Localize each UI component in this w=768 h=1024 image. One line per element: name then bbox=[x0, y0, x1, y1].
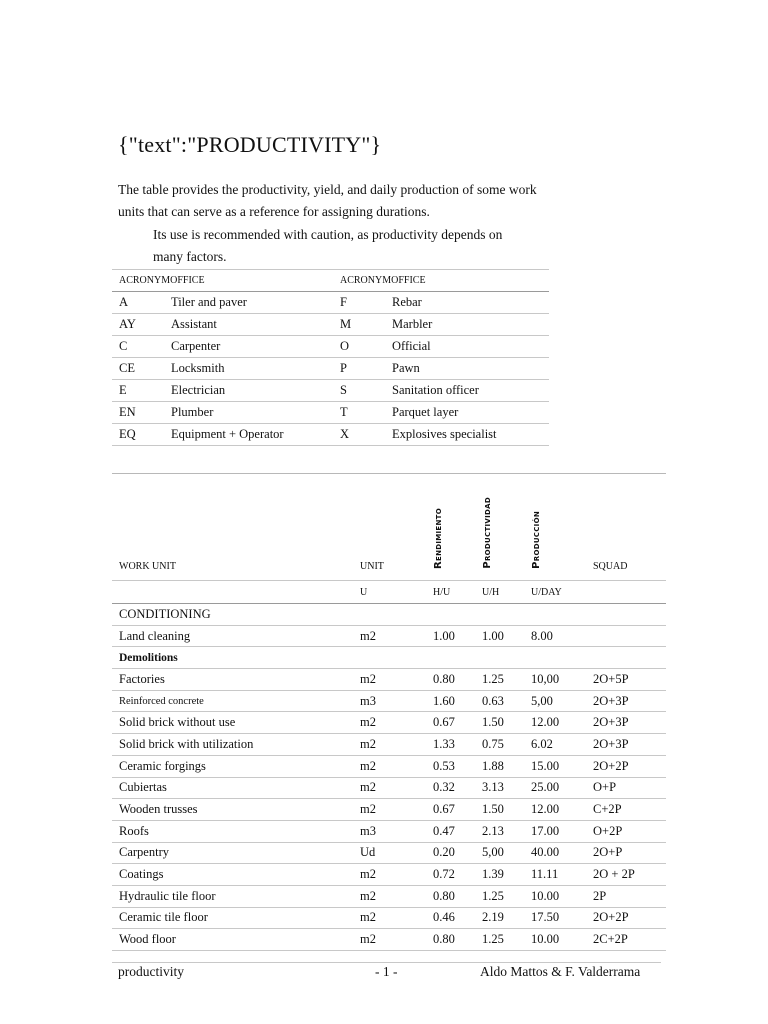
units-cell-empty bbox=[112, 581, 353, 604]
acronym-cell: A bbox=[112, 292, 164, 314]
production-cell: 12.00 bbox=[524, 799, 586, 821]
acronym-cell: X bbox=[333, 424, 385, 446]
acronym-cell: S bbox=[333, 380, 385, 402]
productivity-cell: 1.25 bbox=[475, 929, 524, 951]
production-cell: 15.00 bbox=[524, 755, 586, 777]
acronym-row bbox=[112, 380, 549, 402]
yield-cell: 0.47 bbox=[426, 820, 475, 842]
unit-cell: m2 bbox=[353, 712, 426, 734]
yield-cell: 1.60 bbox=[426, 690, 475, 712]
intro-paragraph: The table provides the productivity, yield, and daily production of some work units that can serve as a reference for assigning durations. bbox=[118, 182, 537, 219]
work-unit-cell: Cubiertas bbox=[112, 777, 353, 799]
work-unit-cell: Land cleaning bbox=[112, 625, 353, 647]
table-row bbox=[112, 929, 666, 951]
productivity-cell: 3.13 bbox=[475, 777, 524, 799]
yield-cell: 0.53 bbox=[426, 755, 475, 777]
work-unit-cell: Wood floor bbox=[112, 929, 353, 951]
table-row bbox=[112, 799, 666, 821]
office-cell: Explosives specialist bbox=[385, 424, 549, 446]
office-cell: Plumber bbox=[164, 402, 333, 424]
footer-authors: Aldo Mattos & F. Valderrama bbox=[480, 964, 641, 979]
office-cell: Equipment + Operator bbox=[164, 424, 333, 446]
acronym-cell: EQ bbox=[112, 424, 164, 446]
yield-cell: 0.80 bbox=[426, 669, 475, 691]
category-row bbox=[112, 647, 666, 669]
acronym-row bbox=[112, 402, 549, 424]
acronym-cell: P bbox=[333, 358, 385, 380]
yield-cell: 0.67 bbox=[426, 799, 475, 821]
office-cell: Sanitation officer bbox=[385, 380, 549, 402]
acronym-cell: CE bbox=[112, 358, 164, 380]
yield-cell: 0.80 bbox=[426, 885, 475, 907]
productivity-cell: 2.13 bbox=[475, 820, 524, 842]
production-cell: 17.50 bbox=[524, 907, 586, 929]
work-unit-cell: Factories bbox=[112, 669, 353, 691]
acronym-table bbox=[112, 269, 549, 446]
work-unit-cell: Carpentry bbox=[112, 842, 353, 864]
units-cell-empty bbox=[586, 581, 666, 604]
table-row bbox=[112, 690, 666, 712]
unit-cell: m3 bbox=[353, 690, 426, 712]
units-row bbox=[112, 581, 666, 604]
units-cell: H/U bbox=[426, 581, 475, 604]
office-cell: Locksmith bbox=[164, 358, 333, 380]
acronym-cell: M bbox=[333, 314, 385, 336]
squad-cell: 2O+P bbox=[586, 842, 666, 864]
production-cell: 10.00 bbox=[524, 885, 586, 907]
office-cell: Official bbox=[385, 336, 549, 358]
productivity-cell: 1.39 bbox=[475, 864, 524, 886]
footer-page-number: - 1 - bbox=[375, 964, 398, 979]
unit-cell: m2 bbox=[353, 755, 426, 777]
office-cell: Tiler and paver bbox=[164, 292, 333, 314]
acronym-cell: E bbox=[112, 380, 164, 402]
yield-cell: 0.67 bbox=[426, 712, 475, 734]
productivity-table bbox=[112, 473, 666, 951]
unit-header: UNIT bbox=[353, 474, 426, 581]
work-unit-cell: Hydraulic tile floor bbox=[112, 885, 353, 907]
squad-cell: 2O+5P bbox=[586, 669, 666, 691]
acronym-cell: T bbox=[333, 402, 385, 424]
productivity-cell: 5,00 bbox=[475, 842, 524, 864]
category-label: Demolitions bbox=[112, 647, 666, 669]
squad-cell: O+2P bbox=[586, 820, 666, 842]
table-row bbox=[112, 885, 666, 907]
yield-cell: 1.00 bbox=[426, 625, 475, 647]
production-cell: 12.00 bbox=[524, 712, 586, 734]
acronym-row bbox=[112, 358, 549, 380]
acronym-office-header-left: ACRONYMOFFICE bbox=[112, 270, 333, 292]
squad-cell: 2P bbox=[586, 885, 666, 907]
yield-cell: 0.80 bbox=[426, 929, 475, 951]
footer-left: productivity bbox=[118, 964, 184, 979]
acronym-cell: AY bbox=[112, 314, 164, 336]
footer-divider bbox=[112, 962, 661, 963]
productivity-cell: 0.63 bbox=[475, 690, 524, 712]
category-row bbox=[112, 604, 666, 626]
unit-cell: m2 bbox=[353, 929, 426, 951]
acronym-row bbox=[112, 292, 549, 314]
yield-header: Rendimiento bbox=[426, 474, 475, 581]
unit-cell: m2 bbox=[353, 625, 426, 647]
acronym-cell: C bbox=[112, 336, 164, 358]
work-unit-cell: Solid brick without use bbox=[112, 712, 353, 734]
squad-cell: 2O+2P bbox=[586, 907, 666, 929]
yield-cell: 0.46 bbox=[426, 907, 475, 929]
office-cell: Pawn bbox=[385, 358, 549, 380]
productivity-table-header bbox=[112, 474, 666, 581]
production-cell: 8.00 bbox=[524, 625, 586, 647]
units-cell: U/H bbox=[475, 581, 524, 604]
productivity-cell: 2.19 bbox=[475, 907, 524, 929]
table-row bbox=[112, 734, 666, 756]
squad-cell: 2O+3P bbox=[586, 712, 666, 734]
table-row bbox=[112, 820, 666, 842]
squad-cell: C+2P bbox=[586, 799, 666, 821]
squad-cell: O+P bbox=[586, 777, 666, 799]
acronym-row bbox=[112, 424, 549, 446]
work-unit-cell: Reinforced concrete bbox=[112, 690, 353, 712]
productivity-header: Productividad bbox=[475, 474, 524, 581]
squad-cell bbox=[586, 625, 666, 647]
work-unit-cell: Wooden trusses bbox=[112, 799, 353, 821]
production-cell: 10,00 bbox=[524, 669, 586, 691]
production-cell: 40.00 bbox=[524, 842, 586, 864]
yield-cell: 0.72 bbox=[426, 864, 475, 886]
squad-cell: 2C+2P bbox=[586, 929, 666, 951]
office-cell: Assistant bbox=[164, 314, 333, 336]
work-unit-header: WORK UNIT bbox=[112, 474, 353, 581]
table-row bbox=[112, 712, 666, 734]
unit-cell: m2 bbox=[353, 799, 426, 821]
work-unit-cell: Roofs bbox=[112, 820, 353, 842]
unit-cell: m2 bbox=[353, 669, 426, 691]
production-cell: 6.02 bbox=[524, 734, 586, 756]
unit-cell: Ud bbox=[353, 842, 426, 864]
acronym-office-header-right: ACRONYMOFFICE bbox=[333, 270, 549, 292]
yield-cell: 1.33 bbox=[426, 734, 475, 756]
table-row bbox=[112, 755, 666, 777]
squad-cell: 2O + 2P bbox=[586, 864, 666, 886]
work-unit-cell: Coatings bbox=[112, 864, 353, 886]
unit-cell: m2 bbox=[353, 907, 426, 929]
table-row bbox=[112, 842, 666, 864]
production-header: Producción bbox=[524, 474, 586, 581]
squad-cell: 2O+3P bbox=[586, 690, 666, 712]
office-cell: Carpenter bbox=[164, 336, 333, 358]
office-cell: Rebar bbox=[385, 292, 549, 314]
caution-paragraph: Its use is recommended with caution, as productivity depends on many factors. bbox=[153, 227, 503, 264]
office-cell: Marbler bbox=[385, 314, 549, 336]
acronym-cell: F bbox=[333, 292, 385, 314]
squad-cell: 2O+3P bbox=[586, 734, 666, 756]
yield-cell: 0.20 bbox=[426, 842, 475, 864]
productivity-cell: 1.88 bbox=[475, 755, 524, 777]
table-row bbox=[112, 625, 666, 647]
unit-cell: m3 bbox=[353, 820, 426, 842]
unit-cell: m2 bbox=[353, 777, 426, 799]
unit-cell: m2 bbox=[353, 864, 426, 886]
office-cell: Parquet layer bbox=[385, 402, 549, 424]
productivity-cell: 1.50 bbox=[475, 799, 524, 821]
squad-cell: 2O+2P bbox=[586, 755, 666, 777]
acronym-table-header bbox=[112, 270, 549, 292]
yield-cell: 0.32 bbox=[426, 777, 475, 799]
acronym-cell: EN bbox=[112, 402, 164, 424]
productivity-cell: 1.00 bbox=[475, 625, 524, 647]
acronym-cell: O bbox=[333, 336, 385, 358]
acronym-row bbox=[112, 314, 549, 336]
table-row bbox=[112, 777, 666, 799]
acronym-row bbox=[112, 336, 549, 358]
productivity-cell: 1.25 bbox=[475, 669, 524, 691]
units-cell: U/DAY bbox=[524, 581, 586, 604]
production-cell: 25.00 bbox=[524, 777, 586, 799]
production-cell: 17.00 bbox=[524, 820, 586, 842]
production-cell: 5,00 bbox=[524, 690, 586, 712]
productivity-cell: 0.75 bbox=[475, 734, 524, 756]
office-cell: Electrician bbox=[164, 380, 333, 402]
productivity-cell: 1.25 bbox=[475, 885, 524, 907]
production-cell: 10.00 bbox=[524, 929, 586, 951]
table-row bbox=[112, 669, 666, 691]
productivity-cell: 1.50 bbox=[475, 712, 524, 734]
units-cell: U bbox=[353, 581, 426, 604]
unit-cell: m2 bbox=[353, 885, 426, 907]
production-cell: 11.11 bbox=[524, 864, 586, 886]
table-row bbox=[112, 907, 666, 929]
category-label: CONDITIONING bbox=[112, 604, 666, 626]
squad-header: SQUAD bbox=[586, 474, 666, 581]
work-unit-cell: Ceramic tile floor bbox=[112, 907, 353, 929]
table-row bbox=[112, 864, 666, 886]
work-unit-cell: Solid brick with utilization bbox=[112, 734, 353, 756]
unit-cell: m2 bbox=[353, 734, 426, 756]
page-title: {"text":"PRODUCTIVITY"} bbox=[118, 132, 382, 157]
work-unit-cell: Ceramic forgings bbox=[112, 755, 353, 777]
